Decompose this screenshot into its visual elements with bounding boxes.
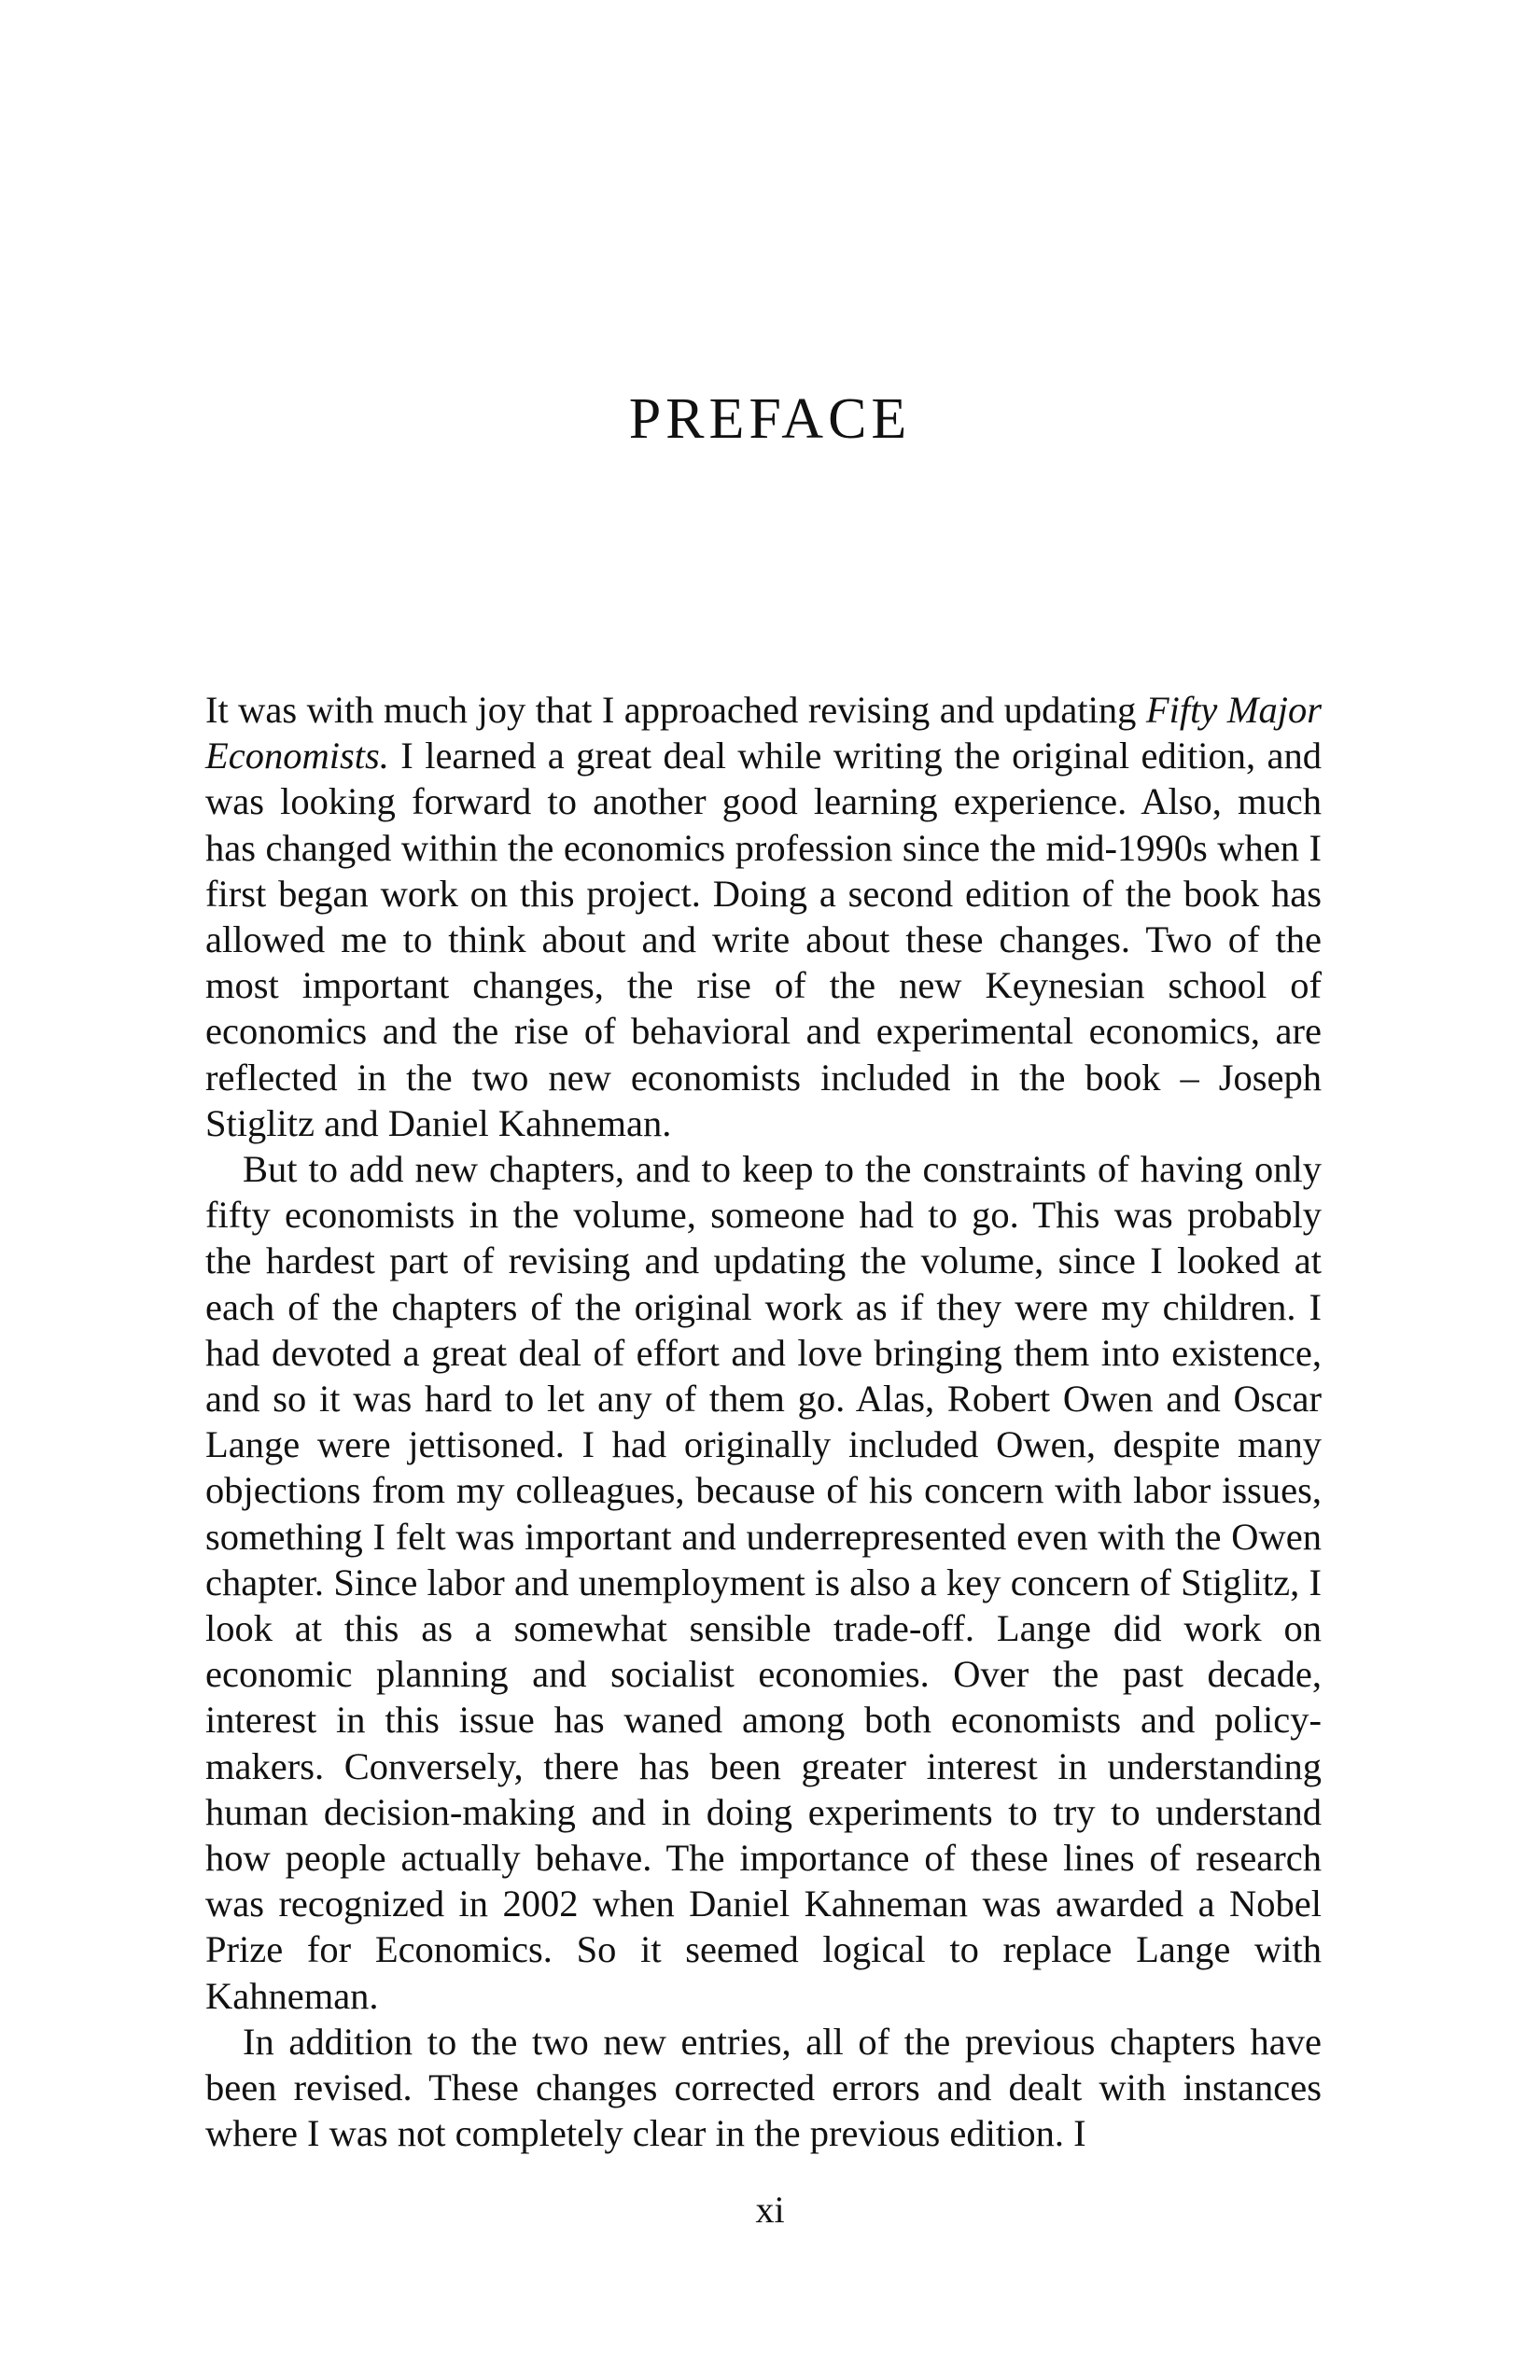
paragraph-1-lead: It was with much joy that I approached revising and updating [205,689,1146,731]
page-title: PREFACE [628,387,912,451]
paragraph-2: But to add new chapters, and to keep to the constraints of having only fifty economists in the volume, someone had to go. This was probably the hardest part of revising and updating the volume, since I looked at each of the chapters of the original work as if they were my children. I had devoted a great deal of effort and love bringing them into existence, and so it was hard to let any of them go. Alas, Robert Owen and Oscar Lange were jettisoned. I had originally included Owen, despite many objections from my colleagues, because of his concern with labor issues, something I felt was important and underrepresented even with the Owen chapter. Since labor and unemployment is also a key concern of Stiglitz, I look at this as a somewhat sensible trade-off. Lange did work on economic planning and socialist economies. Over the past decade, interest in this issue has waned among both economists and policy-makers. Conversely, there has been greater interest in understanding human decision-making and in doing experiments to try to understand how people actually behave. The importance of these lines of research was recognized in 2002 when Daniel Kahneman was awarded a Nobel Prize for Economics. So it seemed logical to replace Lange with Kahneman. [205,1148,1322,2017]
book-title-italic: Fifty Major Economists. [205,689,1322,777]
page-number: xi [755,2189,785,2231]
paragraph-1-rest: I learned a great deal while writing the original edition, and was looking forward to another good learning experience. Also, much has changed within the economics profession since the mid-1990s when I first began work on this project. Doing a second edition of the book has allowed me to think about and write about these changes. Two of the most important changes, the rise of the new Keynesian school of economics and the rise of behavioral and experimental economics, are reflected in the two new economists included in the book – Joseph Stiglitz and Daniel Kahneman. [205,735,1322,1144]
paragraph-1 [205,687,1322,1146]
preface-body [205,687,1322,2157]
paragraph-3: In addition to the two new entries, all of the previous chapters have been revised. These changes corrected errors and dealt with instances where I was not completely clear in the previous edition. I [205,2020,1322,2155]
